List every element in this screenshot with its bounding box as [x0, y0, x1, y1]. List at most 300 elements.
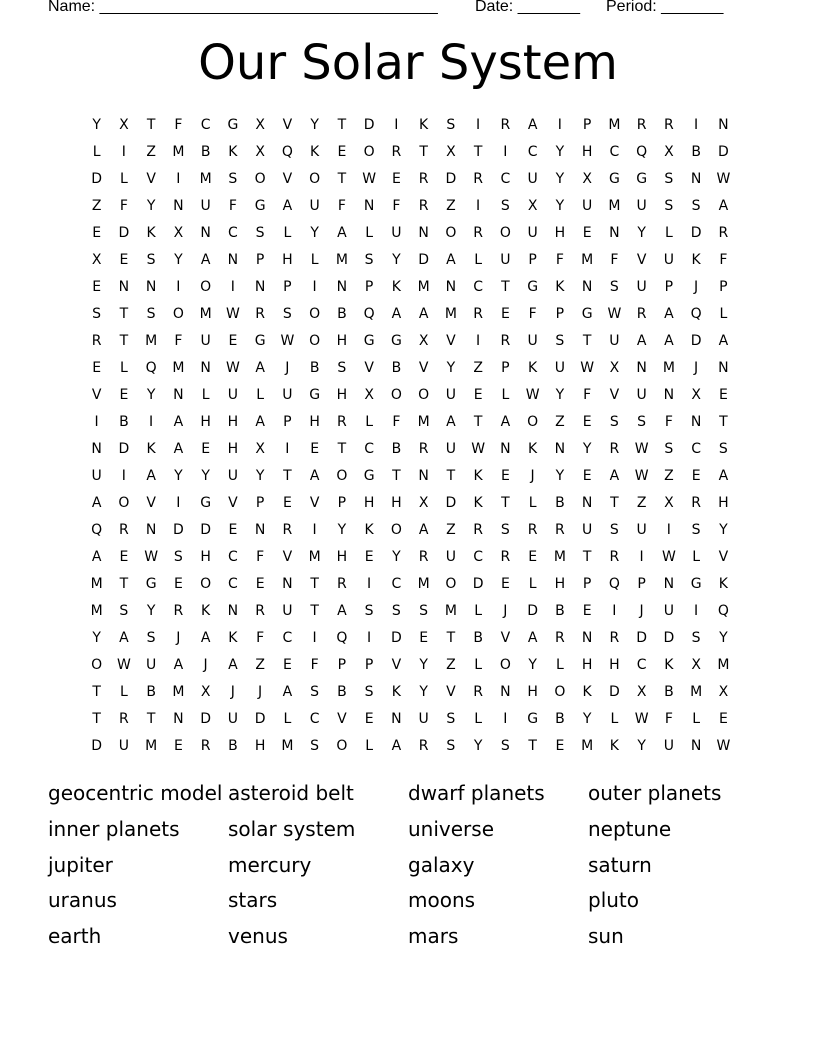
- grid-letter: D: [91, 170, 103, 187]
- grid-row: [83, 111, 737, 138]
- word-bank-item: asteroid belt: [228, 781, 354, 805]
- grid-letter: V: [500, 629, 511, 646]
- grid-letter: G: [527, 278, 539, 295]
- grid-letter: M: [417, 575, 430, 592]
- grid-letter: Y: [555, 197, 565, 214]
- grid-letter: Y: [255, 467, 265, 484]
- grid-letter: M: [281, 737, 294, 754]
- grid-letter: L: [283, 710, 292, 727]
- grid-letter: S: [691, 629, 701, 646]
- grid-letter: B: [555, 710, 565, 727]
- grid-row: [83, 219, 737, 246]
- grid-letter: W: [471, 440, 486, 457]
- grid-letter: L: [610, 710, 619, 727]
- grid-letter: T: [501, 278, 510, 295]
- grid-letter: A: [391, 737, 402, 754]
- grid-letter: F: [119, 197, 128, 214]
- grid-letter: K: [146, 224, 156, 241]
- grid-letter: Y: [528, 656, 537, 673]
- grid-letter: E: [419, 629, 429, 646]
- grid-row: [83, 192, 737, 219]
- grid-letter: R: [91, 332, 102, 349]
- grid-letter: S: [92, 305, 102, 322]
- grid-letter: X: [691, 656, 701, 673]
- grid-letter: U: [609, 332, 620, 349]
- grid-letter: U: [227, 710, 238, 727]
- grid-letter: I: [176, 494, 181, 511]
- grid-letter: G: [390, 332, 402, 349]
- grid-letter: E: [255, 575, 265, 592]
- grid-letter: T: [310, 575, 319, 592]
- grid-letter: N: [173, 197, 184, 214]
- grid-letter: Y: [392, 251, 401, 268]
- grid-letter: L: [119, 170, 128, 187]
- grid-letter: H: [718, 494, 729, 511]
- grid-letter: W: [661, 548, 676, 565]
- grid-letter: X: [200, 683, 211, 700]
- grid-letter: N: [690, 413, 702, 430]
- grid-row: [83, 705, 737, 732]
- grid-letter: T: [582, 332, 592, 349]
- grid-letter: Q: [636, 143, 648, 160]
- grid-letter: B: [391, 440, 402, 457]
- grid-letter: O: [499, 224, 511, 241]
- grid-letter: E: [391, 170, 401, 187]
- grid-letter: Y: [92, 629, 101, 646]
- grid-letter: N: [227, 602, 239, 619]
- grid-letter: L: [474, 251, 483, 268]
- grid-letter: X: [527, 197, 538, 214]
- grid-letter: B: [200, 143, 211, 160]
- grid-row: [83, 327, 737, 354]
- word-bank-item: stars: [228, 888, 278, 913]
- grid-letter: I: [230, 278, 235, 295]
- grid-letter: D: [118, 440, 130, 457]
- grid-letter: E: [173, 737, 183, 754]
- grid-letter: J: [203, 656, 208, 673]
- grid-letter: R: [255, 305, 265, 322]
- grid-letter: Y: [174, 467, 183, 484]
- grid-letter: W: [144, 548, 159, 565]
- grid-letter: H: [309, 413, 320, 430]
- grid-letter: L: [664, 224, 673, 241]
- grid-letter: Y: [92, 116, 101, 133]
- grid-letter: U: [200, 332, 211, 349]
- grid-letter: A: [664, 305, 674, 322]
- grid-letter: X: [582, 170, 592, 187]
- grid-letter: E: [691, 467, 701, 484]
- grid-letter: C: [500, 170, 511, 187]
- grid-letter: H: [254, 737, 266, 754]
- grid-letter: R: [337, 575, 347, 592]
- grid-row: [83, 462, 737, 489]
- grid-letter: E: [92, 278, 102, 295]
- grid-letter: A: [718, 332, 729, 349]
- grid-letter: G: [145, 575, 157, 592]
- grid-letter: J: [503, 602, 508, 619]
- grid-letter: Z: [255, 656, 265, 673]
- grid-letter: N: [581, 629, 593, 646]
- word-bank-item: saturn: [588, 852, 652, 877]
- grid-row: [83, 435, 737, 462]
- grid-letter: K: [201, 602, 211, 619]
- grid-letter: O: [527, 413, 539, 430]
- grid-letter: Y: [146, 197, 156, 214]
- word-bank-item: geocentric model: [48, 781, 223, 805]
- grid-letter: Y: [719, 521, 728, 538]
- grid-letter: O: [91, 656, 103, 673]
- grid-letter: V: [146, 170, 156, 187]
- grid-letter: F: [392, 197, 401, 214]
- grid-letter: P: [637, 575, 646, 592]
- grid-letter: T: [446, 629, 456, 646]
- grid-letter: H: [527, 683, 538, 700]
- grid-letter: T: [119, 305, 129, 322]
- grid-letter: N: [581, 278, 593, 295]
- grid-letter: N: [227, 251, 239, 268]
- grid-letter: G: [527, 710, 539, 727]
- grid-letter: A: [173, 656, 184, 673]
- grid-letter: G: [608, 170, 620, 187]
- grid-letter: Z: [446, 197, 456, 214]
- grid-row: [83, 597, 737, 624]
- grid-letter: D: [363, 116, 375, 133]
- grid-letter: A: [636, 332, 647, 349]
- grid-letter: M: [145, 737, 158, 754]
- grid-letter: H: [581, 143, 593, 160]
- grid-letter: U: [582, 521, 593, 538]
- grid-letter: R: [418, 548, 429, 565]
- grid-letter: B: [555, 494, 565, 511]
- grid-letter: H: [227, 413, 239, 430]
- grid-row: [83, 165, 737, 192]
- grid-letter: X: [636, 683, 647, 700]
- grid-letter: O: [390, 521, 402, 538]
- grid-letter: W: [225, 359, 240, 376]
- grid-letter: Y: [419, 656, 428, 673]
- grid-letter: R: [664, 116, 674, 133]
- grid-letter: P: [255, 494, 265, 511]
- grid-letter: P: [337, 494, 347, 511]
- grid-letter: D: [254, 710, 266, 727]
- grid-row: [83, 408, 737, 435]
- grid-letter: J: [258, 683, 263, 700]
- grid-letter: A: [282, 683, 293, 700]
- grid-letter: G: [363, 332, 375, 349]
- grid-letter: I: [285, 440, 290, 457]
- grid-letter: V: [228, 494, 238, 511]
- grid-letter: Y: [310, 116, 319, 133]
- grid-letter: U: [500, 251, 511, 268]
- grid-letter: U: [418, 710, 429, 727]
- grid-letter: F: [664, 413, 673, 430]
- grid-letter: K: [555, 278, 565, 295]
- grid-letter: L: [119, 359, 128, 376]
- grid-row: [83, 543, 737, 570]
- grid-letter: Y: [146, 386, 156, 403]
- grid-letter: A: [337, 224, 347, 241]
- grid-letter: Y: [555, 143, 565, 160]
- grid-letter: T: [473, 413, 483, 430]
- grid-letter: K: [528, 359, 538, 376]
- grid-letter: I: [176, 278, 181, 295]
- grid-letter: T: [473, 143, 483, 160]
- grid-letter: M: [417, 278, 430, 295]
- grid-letter: O: [363, 143, 375, 160]
- grid-letter: S: [609, 413, 619, 430]
- grid-letter: L: [501, 386, 510, 403]
- grid-letter: A: [391, 305, 402, 322]
- grid-letter: T: [501, 494, 510, 511]
- grid-letter: Y: [392, 548, 401, 565]
- grid-letter: E: [500, 305, 510, 322]
- grid-letter: S: [119, 602, 129, 619]
- grid-letter: R: [636, 305, 647, 322]
- grid-letter: O: [200, 278, 212, 295]
- grid-letter: W: [116, 656, 131, 673]
- grid-letter: U: [227, 467, 238, 484]
- grid-letter: R: [473, 521, 483, 538]
- grid-letter: P: [501, 359, 510, 376]
- grid-letter: K: [310, 143, 320, 160]
- grid-letter: A: [282, 197, 293, 214]
- grid-letter: I: [612, 602, 617, 619]
- grid-letter: S: [391, 602, 401, 619]
- grid-letter: U: [200, 197, 211, 214]
- grid-letter: E: [310, 440, 320, 457]
- grid-letter: E: [364, 548, 374, 565]
- grid-letter: R: [418, 737, 429, 754]
- grid-letter: I: [312, 629, 317, 646]
- grid-letter: A: [664, 332, 674, 349]
- grid-letter: A: [91, 548, 102, 565]
- grid-letter: X: [718, 683, 729, 700]
- grid-letter: W: [225, 305, 240, 322]
- grid-letter: T: [92, 710, 101, 727]
- grid-letter: K: [228, 629, 238, 646]
- grid-letter: P: [719, 278, 728, 295]
- grid-letter: M: [172, 683, 185, 700]
- grid-letter: O: [309, 332, 321, 349]
- grid-letter: O: [309, 170, 321, 187]
- grid-letter: N: [418, 467, 429, 484]
- grid-row: [83, 354, 737, 381]
- grid-letter: L: [474, 656, 483, 673]
- grid-letter: C: [227, 575, 238, 592]
- grid-letter: V: [337, 710, 347, 727]
- grid-letter: I: [367, 629, 372, 646]
- grid-letter: M: [199, 170, 212, 187]
- grid-letter: G: [690, 575, 702, 592]
- grid-letter: R: [418, 197, 429, 214]
- grid-letter: R: [473, 305, 483, 322]
- grid-letter: H: [391, 494, 402, 511]
- grid-letter: A: [418, 305, 429, 322]
- grid-letter: P: [283, 278, 292, 295]
- grid-letter: X: [664, 143, 674, 160]
- grid-letter: H: [554, 575, 566, 592]
- grid-letter: T: [419, 143, 428, 160]
- grid-letter: E: [119, 548, 129, 565]
- grid-letter: G: [636, 170, 648, 187]
- grid-letter: I: [503, 143, 508, 160]
- grid-letter: U: [663, 251, 674, 268]
- grid-letter: S: [664, 440, 674, 457]
- grid-letter: S: [255, 224, 265, 241]
- grid-letter: P: [664, 278, 674, 295]
- word-bank-item: neptune: [588, 816, 672, 841]
- grid-letter: S: [282, 305, 292, 322]
- grid-letter: Y: [582, 440, 592, 457]
- grid-letter: N: [173, 710, 184, 727]
- grid-letter: M: [172, 143, 185, 160]
- grid-letter: M: [417, 413, 430, 430]
- grid-letter: E: [582, 467, 592, 484]
- grid-letter: M: [662, 359, 675, 376]
- grid-letter: R: [173, 602, 184, 619]
- grid-letter: I: [476, 116, 481, 133]
- grid-letter: E: [228, 332, 238, 349]
- grid-letter: U: [309, 197, 320, 214]
- grid-letter: X: [119, 116, 129, 133]
- grid-letter: V: [282, 170, 293, 187]
- grid-letter: P: [582, 575, 592, 592]
- grid-letter: B: [337, 305, 347, 322]
- grid-letter: E: [228, 521, 238, 538]
- grid-letter: F: [174, 116, 183, 133]
- grid-letter: T: [392, 467, 401, 484]
- grid-letter: T: [146, 710, 156, 727]
- grid-letter: Q: [717, 602, 729, 619]
- grid-letter: A: [200, 251, 211, 268]
- grid-letter: S: [337, 359, 347, 376]
- grid-letter: Y: [637, 737, 646, 754]
- grid-letter: H: [200, 548, 211, 565]
- grid-letter: Q: [608, 575, 620, 592]
- grid-letter: W: [634, 710, 649, 727]
- grid-letter: H: [227, 440, 239, 457]
- grid-letter: M: [444, 305, 457, 322]
- grid-letter: N: [663, 386, 675, 403]
- grid-letter: K: [664, 656, 674, 673]
- grid-letter: N: [254, 521, 266, 538]
- grid-letter: D: [445, 170, 457, 187]
- grid-row: [83, 489, 737, 516]
- grid-letter: F: [337, 197, 346, 214]
- grid-letter: C: [609, 143, 620, 160]
- grid-letter: A: [418, 521, 429, 538]
- grid-letter: T: [719, 413, 728, 430]
- grid-letter: H: [609, 656, 620, 673]
- grid-letter: A: [446, 251, 456, 268]
- grid-letter: K: [228, 143, 238, 160]
- grid-letter: V: [282, 116, 293, 133]
- grid-letter: S: [691, 521, 701, 538]
- grid-letter: Q: [91, 521, 103, 538]
- grid-letter: F: [392, 413, 401, 430]
- grid-letter: R: [527, 521, 538, 538]
- grid-letter: T: [337, 116, 347, 133]
- grid-letter: E: [718, 710, 728, 727]
- grid-letter: H: [200, 413, 211, 430]
- grid-letter: B: [664, 683, 674, 700]
- grid-letter: R: [473, 170, 483, 187]
- grid-letter: S: [500, 737, 510, 754]
- grid-letter: G: [254, 332, 266, 349]
- grid-letter: S: [500, 197, 510, 214]
- grid-letter: E: [92, 359, 102, 376]
- grid-letter: L: [528, 494, 537, 511]
- grid-letter: E: [92, 224, 102, 241]
- grid-letter: Y: [582, 710, 592, 727]
- grid-letter: L: [528, 575, 537, 592]
- grid-letter: R: [418, 440, 429, 457]
- grid-letter: R: [636, 116, 647, 133]
- grid-letter: K: [582, 683, 592, 700]
- grid-letter: F: [256, 548, 265, 565]
- grid-letter: M: [90, 602, 103, 619]
- grid-letter: K: [419, 116, 429, 133]
- grid-letter: M: [581, 251, 594, 268]
- grid-letter: R: [119, 710, 129, 727]
- grid-letter: T: [92, 683, 101, 700]
- grid-letter: W: [716, 737, 731, 754]
- grid-letter: X: [173, 224, 184, 241]
- grid-letter: U: [554, 359, 565, 376]
- grid-letter: E: [555, 737, 565, 754]
- grid-letter: Y: [637, 224, 646, 241]
- grid-letter: K: [473, 494, 483, 511]
- grid-letter: M: [690, 683, 703, 700]
- grid-letter: O: [445, 575, 457, 592]
- grid-letter: D: [445, 494, 457, 511]
- grid-letter: P: [582, 116, 592, 133]
- grid-letter: D: [172, 521, 184, 538]
- grid-letter: Y: [201, 467, 210, 484]
- grid-letter: R: [337, 413, 347, 430]
- grid-letter: G: [363, 467, 375, 484]
- grid-letter: Y: [473, 737, 483, 754]
- grid-letter: A: [173, 440, 184, 457]
- grid-letter: E: [718, 386, 728, 403]
- grid-letter: Z: [446, 656, 456, 673]
- grid-letter: S: [146, 251, 156, 268]
- grid-letter: X: [691, 386, 701, 403]
- grid-letter: R: [555, 521, 565, 538]
- grid-letter: M: [172, 359, 185, 376]
- grid-letter: E: [500, 575, 510, 592]
- grid-row: [83, 246, 737, 273]
- grid-letter: O: [445, 224, 457, 241]
- grid-letter: U: [118, 737, 129, 754]
- grid-letter: N: [500, 683, 511, 700]
- grid-letter: X: [446, 143, 456, 160]
- grid-letter: I: [367, 575, 372, 592]
- grid-letter: P: [337, 656, 347, 673]
- grid-letter: C: [200, 116, 211, 133]
- grid-letter: U: [636, 278, 647, 295]
- grid-letter: N: [200, 359, 211, 376]
- grid-letter: R: [473, 683, 483, 700]
- grid-letter: D: [690, 224, 702, 241]
- word-bank-item: pluto: [588, 888, 640, 913]
- grid-letter: A: [173, 413, 184, 430]
- grid-letter: M: [199, 305, 212, 322]
- grid-letter: L: [365, 224, 374, 241]
- grid-letter: R: [500, 332, 511, 349]
- grid-letter: O: [118, 494, 130, 511]
- grid-letter: D: [690, 332, 702, 349]
